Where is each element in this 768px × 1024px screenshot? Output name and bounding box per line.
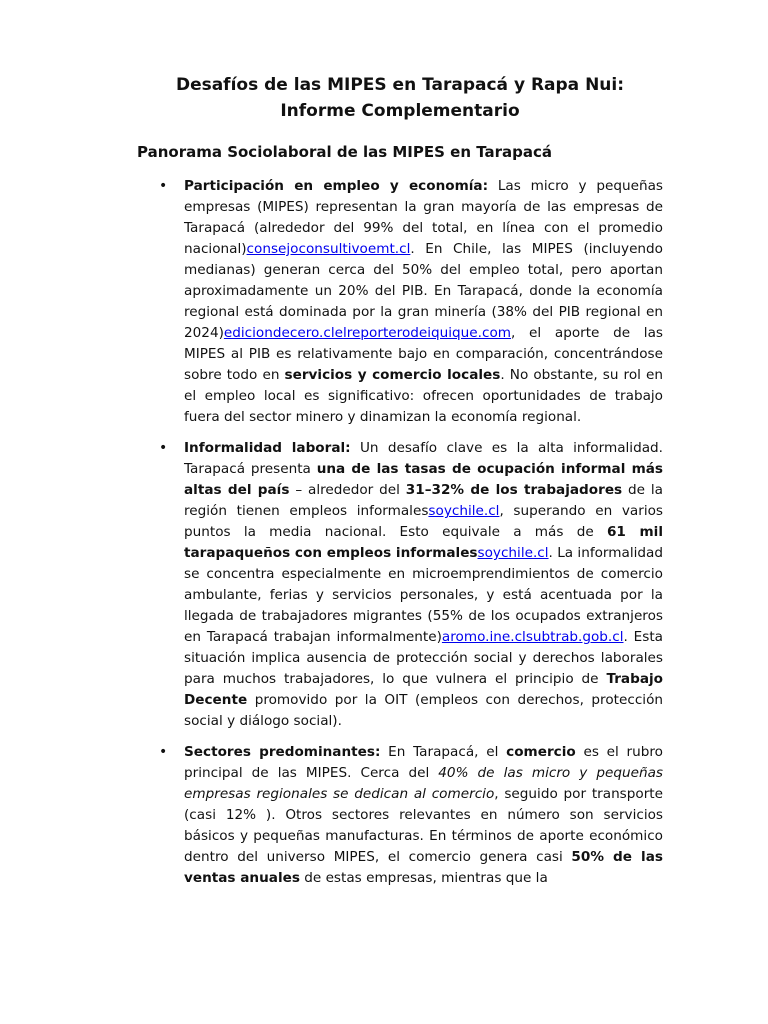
bullet-text: , el aporte de las MIPES al PIB es relativamente bajo en comparación, concentrándose sobre todo en <box>184 325 663 383</box>
source-link[interactable]: soychile.cl <box>428 503 500 519</box>
title-line-2: Informe Complementario <box>280 101 520 121</box>
bullet-text: promovido por la OIT (empleos con derechos, protección social y diálogo social). <box>184 692 663 729</box>
source-link[interactable]: ediciondecero.clelreporterodeiquique.com <box>223 325 512 341</box>
bullet-text: . La informalidad se concentra especialmente en microemprendimientos de comercio ambulante, ferias y servicios personales, y está acentuada por la llegada de trabajadores migrantes (55% de los ocupados extranjeros en Tarapacá trabajan informalmente) <box>184 545 663 645</box>
bullet-text: . No obstante, su rol en el empleo local es significativo: ofrecen oportunidades de trabajo fuera del sector minero y dinamizan la economía regional. <box>184 367 664 425</box>
bullet-text: . En Chile, las MIPES (incluyendo medianas) generan cerca del 50% del empleo total, pero aportan aproximadamente un 20% del PIB. En Tarapacá, donde la economía regional está dominada por la gran minería (38% del PIB regional en 2024) <box>184 241 663 341</box>
bullet-sectors <box>184 742 663 889</box>
bold-text: Trabajo Decente <box>184 671 663 708</box>
bullet-text: , seguido por transporte (casi 12% ). Otros sectores relevantes en número son servicios básicos y pequeñas manufacturas. En términos de aporte económico dentro del universo MIPES, el comercio genera casi <box>184 786 663 865</box>
bullet-text: – alrededor del <box>289 482 406 498</box>
bullet-text: Las micro y pequeñas empresas (MIPES) representan la gran mayoría de las empresas de Tarapacá (alrededor del 99% del total, en línea con el promedio nacional) <box>184 178 663 257</box>
section-heading: Panorama Sociolaboral de las MIPES en Tarapacá <box>137 143 553 161</box>
bullet-label: Informalidad laboral: <box>184 440 351 456</box>
bullet-employment <box>184 176 663 428</box>
source-link[interactable]: consejoconsultivoemt.cl <box>246 241 411 257</box>
bold-text: 50% de las ventas anuales <box>184 849 663 886</box>
source-link[interactable]: soychile.cl <box>477 545 549 561</box>
bullet-text: de la región tienen empleos informales <box>184 482 664 519</box>
bold-text: 61 mil tarapaqueños con empleos informales <box>184 524 663 561</box>
bullet-text: Un desafío clave es la alta informalidad. Tarapacá presenta <box>184 440 663 477</box>
bullet-text: es el rubro principal de las MIPES. Cerca del <box>184 744 663 781</box>
bold-text: una de las tasas de ocupación informal más altas del país <box>184 461 663 498</box>
bullet-label: Sectores predominantes: <box>184 744 381 760</box>
document-title <box>0 72 768 124</box>
bullet-informality <box>184 438 663 732</box>
bullet-text: , superando en varios puntos la media nacional. Esto equivale a más de <box>184 503 664 540</box>
title-line-1: Desafíos de las MIPES en Tarapacá y Rapa Nui: <box>175 75 625 95</box>
bullet-label: Participación en empleo y economía: <box>184 178 489 194</box>
source-link[interactable]: aromo.ine.clsubtrab.gob.cl <box>441 629 624 645</box>
bullet-text: de estas empresas, mientras que la <box>299 870 548 886</box>
bullet-text: En Tarapacá, el <box>380 744 507 760</box>
bullet-text: . Esta situación implica ausencia de protección social y derechos laborales para muchos trabajadores, lo que vulnera el principio de <box>184 629 663 687</box>
bullet-list <box>184 176 663 899</box>
bold-text: servicios y comercio locales <box>284 367 501 383</box>
italic-text: 40% de las micro y pequeñas empresas regionales se dedican al comercio <box>184 765 663 802</box>
bold-text: 31–32% de los trabajadores <box>405 482 623 498</box>
bold-text: comercio <box>506 744 576 760</box>
